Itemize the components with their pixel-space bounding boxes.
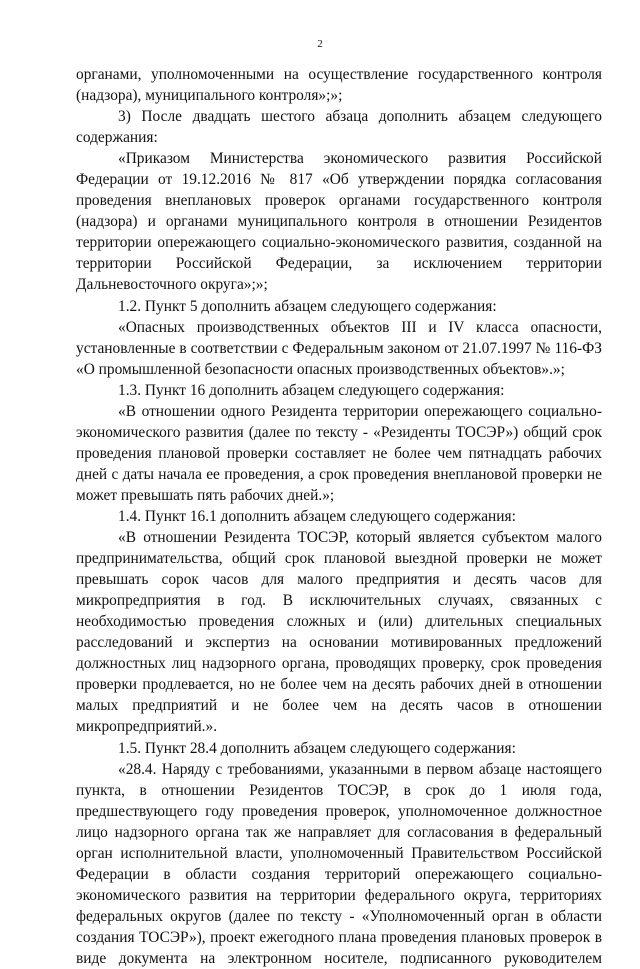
text-line: содержания: bbox=[76, 129, 158, 147]
text-line: «28.4. Наряду с требованиями, указанными в первом абзаце настоящего bbox=[118, 760, 602, 778]
text-line: Федерации в области создания территорий опережающего социально- bbox=[76, 865, 602, 883]
text-line: экономического развития на территории федерального округа, территориях bbox=[76, 886, 602, 904]
text-line: орган исполнительной власти, уполномоченный Правительством Российской bbox=[76, 844, 602, 862]
text-line: экономического развития (далее по тексту - «Резиденты ТОСЭР») общий срок bbox=[76, 423, 602, 441]
text-line: должностных лиц надзорного органа, проводящих проверку, срок проведения bbox=[76, 655, 602, 673]
text-line: необходимостью проведения сложных и (или) длительных специальных bbox=[76, 613, 602, 631]
text-line: проверки продлевается, но не более чем на десять рабочих дней в отношении bbox=[76, 676, 602, 694]
text-line: «Опасных производственных объектов III и IV класса опасности, bbox=[118, 318, 602, 336]
text-line: превышать сорок часов для малого предприятия и десять часов для bbox=[76, 571, 602, 589]
text-line: Дальневосточного округа»;»; bbox=[76, 276, 268, 294]
text-line: микропредприятий.». bbox=[76, 718, 218, 736]
text-line: «Приказом Министерства экономического развития Российской bbox=[118, 150, 602, 168]
text-line: территории опережающего социально-экономического развития, созданной на bbox=[76, 234, 602, 252]
text-line: создания ТОСЭР»), проект ежегодного плана проведения плановых проверок в bbox=[76, 928, 602, 946]
text-line: 1.2. Пункт 5 дополнить абзацем следующего содержания: bbox=[118, 297, 497, 315]
text-line: проведения плановой проверки составляет не более чем пятнадцать рабочих bbox=[76, 444, 602, 462]
text-line: лицо надзорного органа так же направляет для согласования в федеральный bbox=[76, 823, 602, 841]
text-line: (надзора), муниципального контроля»;»; bbox=[76, 87, 343, 105]
text-line: предшествующего году проведения проверок, уполномоченное должностное bbox=[76, 802, 602, 820]
text-line: установленные в соответствии с Федеральным законом от 21.07.1997 № 116-ФЗ bbox=[76, 339, 602, 357]
text-line: «В отношении одного Резидента территории опережающего социально- bbox=[118, 402, 602, 420]
text-line: расследований и экспертиз на основании мотивированных предложений bbox=[76, 634, 602, 652]
text-line: предпринимательства, общий срок плановой выездной проверки не может bbox=[76, 550, 602, 568]
text-line: 1.5. Пункт 28.4 дополнить абзацем следующего содержания: bbox=[118, 739, 516, 757]
text-line: может превышать пять рабочих дней.»; bbox=[76, 486, 335, 504]
text-line: «В отношении Резидента ТОСЭР, который является субъектом малого bbox=[118, 529, 602, 547]
document-body bbox=[76, 64, 602, 969]
text-line: микропредприятия в год. В исключительных случаях, связанных с bbox=[76, 592, 602, 610]
text-line: малых предприятий и не более чем на десять часов в отношении bbox=[76, 697, 602, 715]
text-line: 1.4. Пункт 16.1 дополнить абзацем следующего содержания: bbox=[118, 507, 516, 525]
text-line: федеральных округов (далее по тексту - «Уполномоченный орган в области bbox=[76, 907, 602, 925]
text-line: проведения внеплановых проверок органами государственного контроля bbox=[76, 192, 602, 210]
text-line: виде документа на электронном носителе, подписанного руководителем bbox=[76, 949, 602, 967]
text-line: 3) После двадцать шестого абзаца дополнить абзацем следующего bbox=[118, 108, 602, 126]
text-line: (надзора) и органами муниципального контроля в отношении Резидентов bbox=[76, 213, 602, 231]
text-line: пункта, в отношении Резидентов ТОСЭР, в срок до 1 июля года, bbox=[76, 781, 602, 799]
text-line: дней с даты начала ее проведения, а срок проведения внеплановой проверки не bbox=[76, 465, 602, 483]
text-line: органами, уполномоченными на осуществление государственного контроля bbox=[76, 66, 602, 83]
text-line: «О промышленной безопасности опасных производственных объектов».»; bbox=[76, 360, 565, 378]
page-number: 2 bbox=[317, 38, 323, 50]
text-line: территории Российской Федерации, за исключением территории bbox=[76, 255, 602, 273]
text-line: 1.3. Пункт 16 дополнить абзацем следующего содержания: bbox=[118, 381, 505, 399]
text-line: Федерации от 19.12.2016 № 817 «Об утверждении порядка согласования bbox=[76, 171, 602, 189]
